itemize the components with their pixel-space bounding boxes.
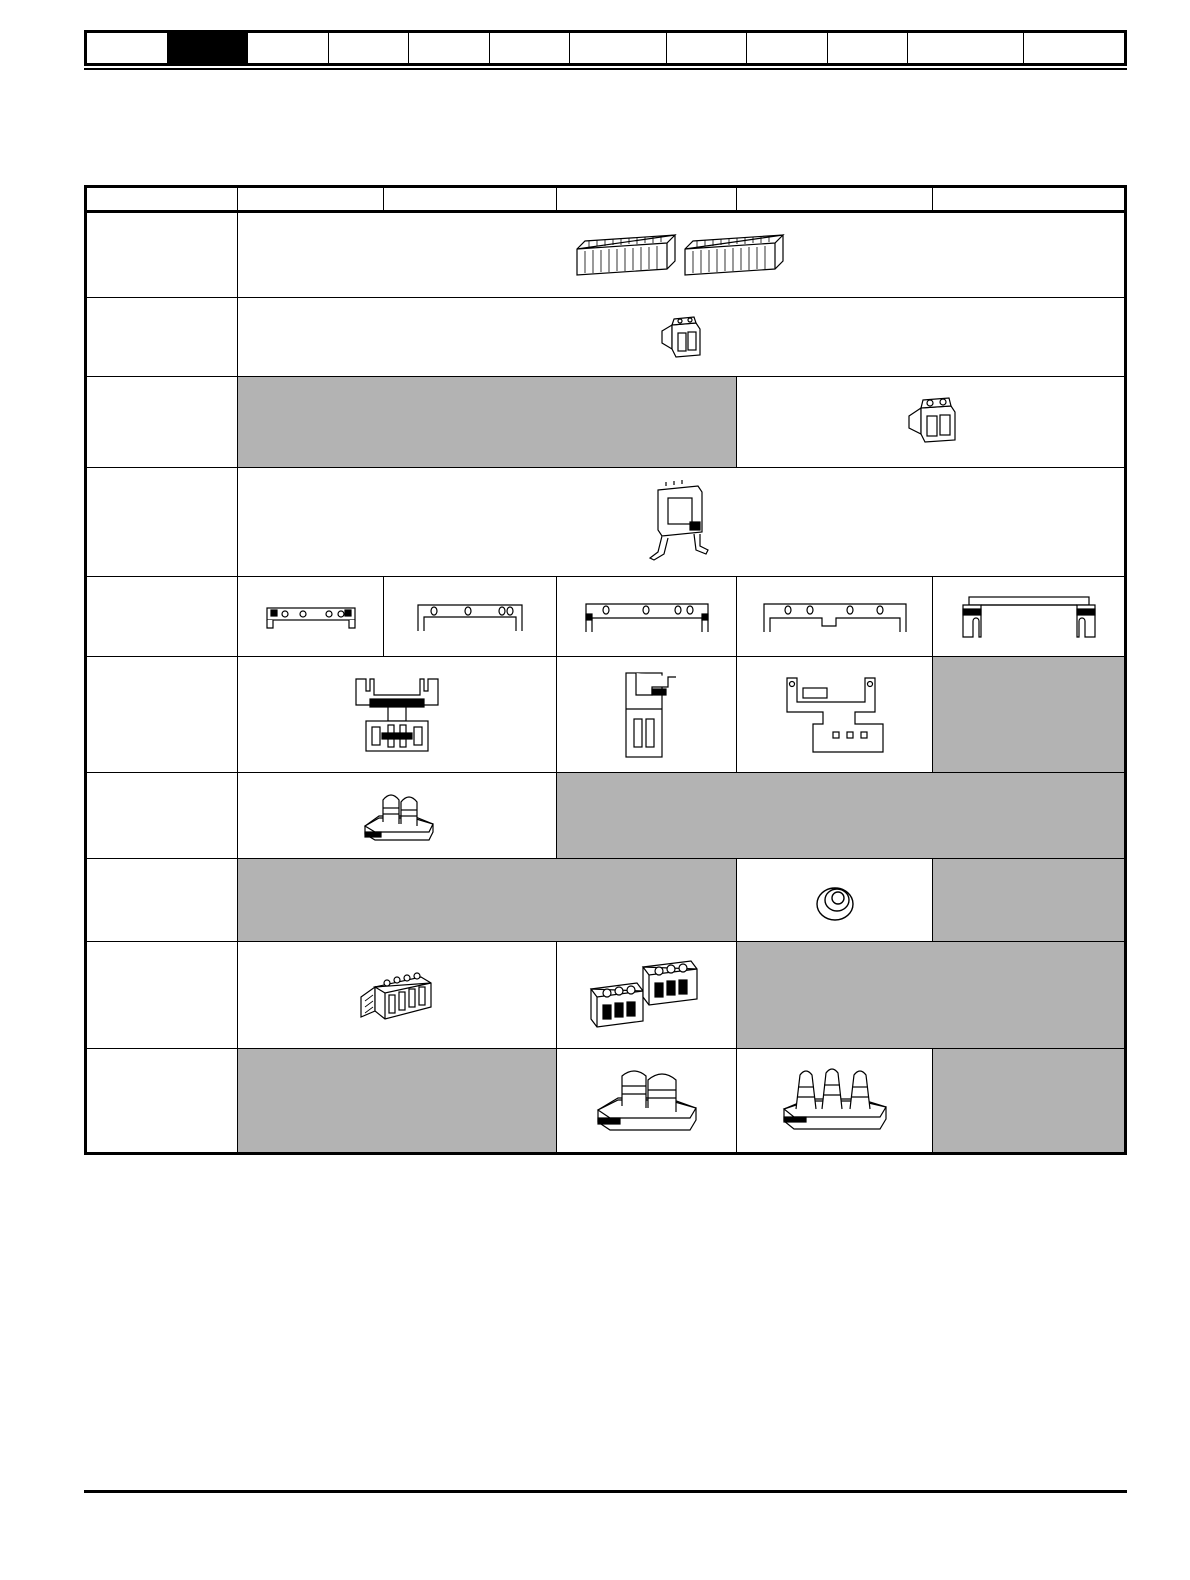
power-terminal-cell-1	[238, 942, 557, 1049]
nav-tab-8[interactable]	[667, 33, 748, 63]
grounding-clip-cell	[238, 468, 1124, 577]
nav-tab-1[interactable]	[87, 33, 168, 63]
nav-tab-5[interactable]	[409, 33, 490, 63]
mounting-plate-cell-3	[737, 657, 933, 773]
grounding-clip-icon	[646, 480, 716, 564]
row-label-8	[87, 859, 238, 942]
row-label-9	[87, 942, 238, 1049]
mounting-plate-cell-2	[557, 657, 737, 773]
terminal-block-pair-icon	[571, 227, 791, 283]
not-applicable-cell	[933, 859, 1124, 942]
grounding-bracket-icon	[582, 598, 712, 636]
power-terminal-icon	[357, 967, 437, 1023]
cable-gland-small-cell	[238, 773, 557, 859]
mounting-plate-icon	[783, 672, 887, 758]
nav-tab-9[interactable]	[747, 33, 828, 63]
row-label-7	[87, 773, 238, 859]
grounding-bracket-icon	[959, 593, 1099, 641]
nav-tab-2-active[interactable]	[168, 33, 249, 63]
two-pin-connector-icon	[656, 313, 706, 361]
grounding-bracket-icon	[414, 599, 526, 635]
row-label-5	[87, 577, 238, 657]
grounding-bracket-cell-4	[737, 577, 933, 657]
not-applicable-cell	[737, 942, 1124, 1049]
grommet-cell	[737, 859, 933, 942]
cable-gland-triple-cell	[737, 1049, 933, 1152]
not-applicable-cell	[238, 1049, 557, 1152]
cable-gland-icon	[359, 786, 435, 846]
nav-tab-12[interactable]	[1024, 33, 1124, 63]
grommet-icon	[811, 876, 859, 924]
cable-gland-icon	[594, 1064, 700, 1138]
not-applicable-cell	[238, 377, 737, 468]
row-label-10	[87, 1049, 238, 1152]
grounding-bracket-cell-3	[557, 577, 737, 657]
not-applicable-cell	[933, 657, 1124, 773]
nav-tab-10[interactable]	[828, 33, 909, 63]
nav-tab-3[interactable]	[248, 33, 329, 63]
control-terminal-cell	[238, 213, 1124, 298]
grounding-bracket-icon	[259, 600, 363, 634]
header-cell-2	[238, 188, 384, 213]
power-terminal-icon	[587, 955, 707, 1035]
grounding-bracket-cell-2	[384, 577, 557, 657]
not-applicable-cell	[933, 1049, 1124, 1152]
mounting-plate-icon	[352, 675, 442, 755]
row-label-2	[87, 298, 238, 377]
header-cell-5	[737, 188, 933, 213]
two-pin-connector-cell	[737, 377, 1124, 468]
nav-tab-11[interactable]	[908, 33, 1023, 63]
header-cell-4	[557, 188, 737, 213]
nav-underline	[84, 68, 1127, 70]
row-label-6	[87, 657, 238, 773]
grounding-bracket-cell-5	[933, 577, 1124, 657]
nav-tab-4[interactable]	[329, 33, 410, 63]
grounding-bracket-cell-1	[238, 577, 384, 657]
row-label-1	[87, 213, 238, 298]
relay-connector-cell	[238, 298, 1124, 377]
nav-tab-6[interactable]	[490, 33, 571, 63]
accessory-table	[84, 185, 1127, 1155]
two-pin-connector-icon	[903, 394, 959, 450]
mounting-plate-icon	[612, 669, 682, 761]
header-cell-1	[87, 188, 238, 213]
not-applicable-cell	[238, 859, 737, 942]
header-cell-6	[933, 188, 1124, 213]
nav-tab-7[interactable]	[570, 33, 666, 63]
row-label-4	[87, 468, 238, 577]
not-applicable-cell	[557, 773, 1124, 859]
grounding-bracket-icon	[760, 598, 910, 636]
cable-gland-large-cell	[557, 1049, 737, 1152]
row-label-3	[87, 377, 238, 468]
cable-gland-icon	[780, 1065, 890, 1137]
footer-rule	[84, 1490, 1127, 1493]
mounting-plate-cell-1	[238, 657, 557, 773]
header-cell-3	[384, 188, 557, 213]
power-terminal-cell-2	[557, 942, 737, 1049]
section-nav-bar	[84, 30, 1127, 66]
